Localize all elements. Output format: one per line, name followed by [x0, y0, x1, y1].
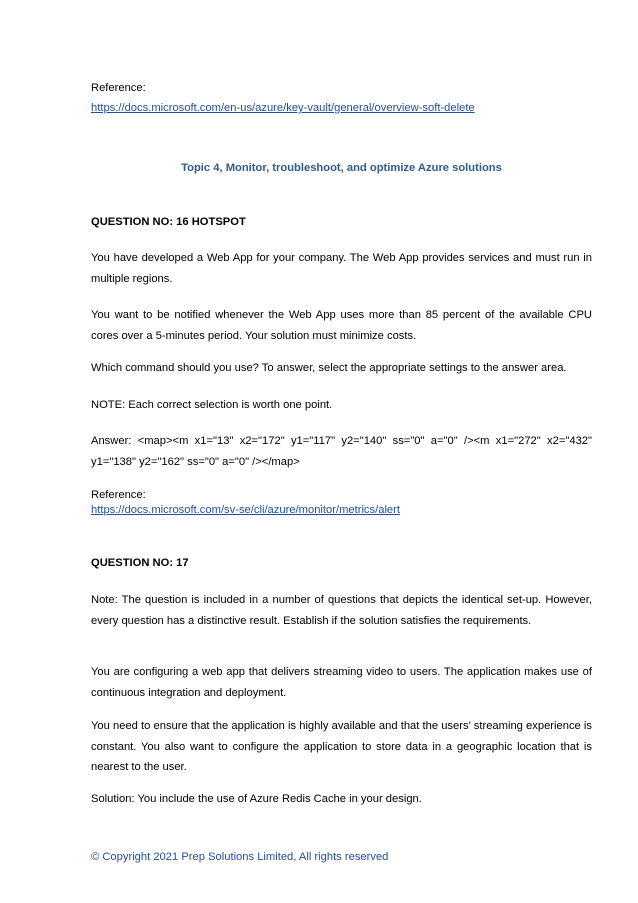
question-16-paragraph-2: You want to be notified whenever the Web App uses more than 85 percent of the available CPU cores over a 5-minutes period. Your solution must minimize costs.	[91, 309, 592, 342]
question-16-paragraph-1: You have developed a Web App for your company. The Web App provides services and must run in multiple regions.	[91, 252, 592, 285]
question-16-reference-url[interactable]: https://docs.microsoft.com/sv-se/cli/azure/monitor/metrics/alert	[91, 504, 400, 516]
document-page	[91, 0, 592, 903]
reference-link-soft-delete[interactable]	[91, 98, 592, 119]
question-16-title: QUESTION NO: 16 HOTSPOT	[91, 216, 246, 228]
question-17-title: QUESTION NO: 17	[91, 557, 189, 569]
question-16-paragraph-3: Which command should you use? To answer, select the appropriate settings to the answer area.	[91, 362, 567, 374]
question-16-note: NOTE: Each correct selection is worth one point.	[91, 399, 333, 411]
question-17-solution: Solution: You include the use of Azure Redis Cache in your design.	[91, 793, 422, 805]
copyright-footer: © Copyright 2021 Prep Solutions Limited, All rights reserved	[91, 851, 389, 863]
question-17-paragraph-2: You are configuring a web app that delivers streaming video to users. The application makes use of continuous integration and deployment.	[91, 666, 592, 699]
reference-url[interactable]: https://docs.microsoft.com/en-us/azure/key-vault/general/overview-soft-delete	[91, 102, 475, 114]
question-16-reference-link[interactable]	[91, 500, 592, 521]
question-17-paragraph-1: Note: The question is included in a number of questions that depicts the identical set-up. However, every question has a distinctive result. Establish if the solution satisfies the requirements.	[91, 594, 592, 627]
question-16-answer: Answer: <map><m x1="13" x2="172" y1="117" y2="140" ss="0" a="0" /><m x1="272" x2="432" y1="138" y2="162" ss="0" a="0" /></map>	[91, 435, 592, 468]
reference-label: Reference:	[91, 82, 146, 94]
topic-heading: Topic 4, Monitor, troubleshoot, and optimize Azure solutions	[181, 162, 502, 174]
question-17-paragraph-3: You need to ensure that the application is highly available and that the users’ streaming experience is constant. You also want to configure the application to store data in a geographic location that is nearest to the user.	[91, 720, 592, 773]
question-16-reference-label: Reference:	[91, 489, 146, 501]
